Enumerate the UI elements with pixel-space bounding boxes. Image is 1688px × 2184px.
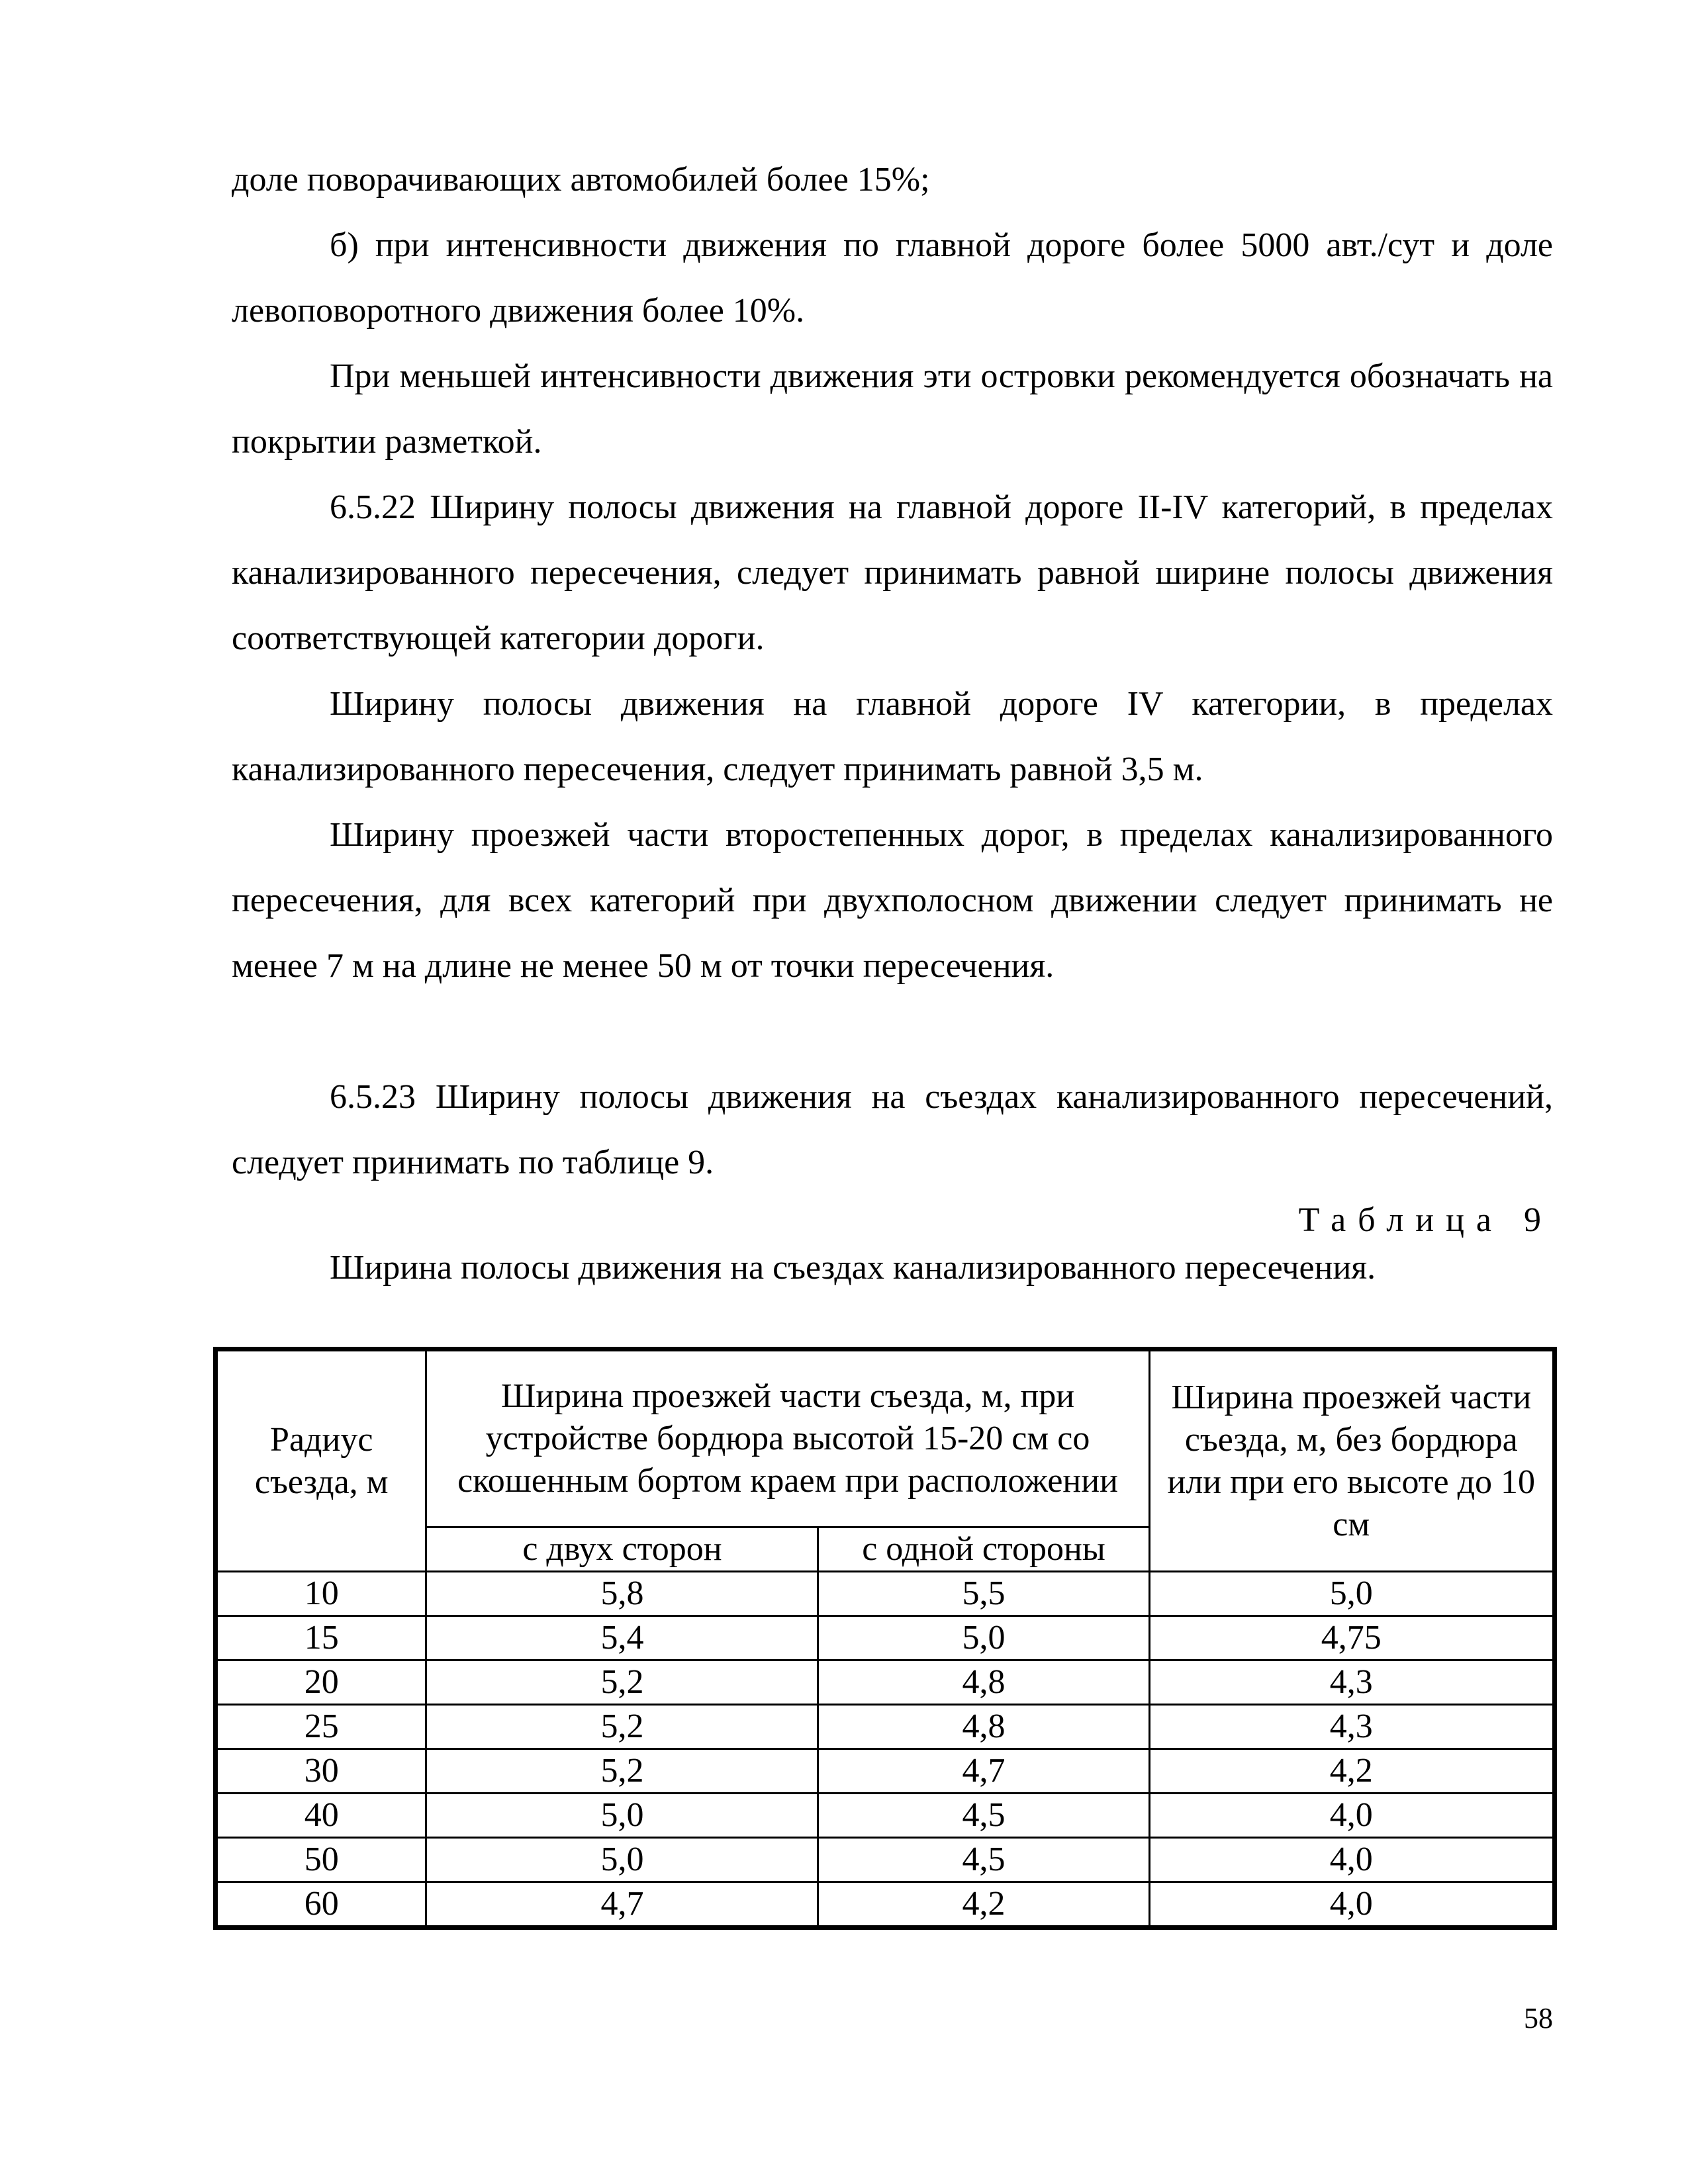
cell-no-curb: 5,0 [1149,1572,1554,1616]
paragraph-category-iv: Ширину полосы движения на главной дороге IV категории, в пределах канализированного пересечения, следует принимать равной 3,5 м. [232,685,1553,788]
cell-no-curb: 4,3 [1149,1661,1554,1705]
header-one-side: с одной стороны [818,1527,1149,1572]
cell-no-curb: 4,75 [1149,1616,1554,1661]
paragraph-6-5-23: 6.5.23 Ширину полосы движения на съездах канализированного пересечений, следует принимать по таблице 9. [232,1078,1553,1181]
header-two-sides: с двух сторон [426,1527,818,1572]
paragraph-continuation: доле поворачивающих автомобилей более 15%; [232,161,930,199]
cell-one-side: 4,2 [818,1882,1149,1928]
cell-two-sides: 5,2 [426,1705,818,1749]
table-row [216,1616,1555,1661]
cell-radius: 10 [216,1572,426,1616]
cell-radius: 50 [216,1838,426,1882]
header-curb-group: Ширина проезжей части съезда, м, при устройстве бордюра высотой 15-20 см со скошенным бортом краем при расположении [426,1349,1149,1527]
cell-one-side: 4,8 [818,1661,1149,1705]
cell-one-side: 5,0 [818,1616,1149,1661]
cell-no-curb: 4,0 [1149,1838,1554,1882]
table-row [216,1749,1555,1794]
paragraph-item-b: б) при интенсивности движения по главной дороге более 5000 авт./сут и доле левоповоротного движения более 10%. [232,226,1553,330]
paragraph-markings: При меньшей интенсивности движения эти островки рекомендуется обозначать на покрытии разметкой. [232,357,1553,461]
cell-two-sides: 5,2 [426,1749,818,1794]
paragraph-secondary-roads: Ширину проезжей части второстепенных дорог, в пределах канализированного пересечения, для всех категорий при двухполосном движении следует принимать не менее 7 м на длине не менее 50 м от точки пересечения. [232,816,1553,985]
table-row [216,1882,1555,1928]
cell-two-sides: 5,2 [426,1661,818,1705]
cell-two-sides: 5,0 [426,1838,818,1882]
cell-two-sides: 5,8 [426,1572,818,1616]
table-label: Таблица 9 [1298,1201,1553,1239]
table-row [216,1572,1555,1616]
table-row [216,1794,1555,1838]
cell-no-curb: 4,3 [1149,1705,1554,1749]
header-no-curb: Ширина проезжей части съезда, м, без бордюра или при его высоте до 10 см [1149,1349,1554,1572]
page-number: 58 [1524,2002,1553,2034]
cell-two-sides: 5,0 [426,1794,818,1838]
cell-radius: 60 [216,1882,426,1928]
cell-radius: 40 [216,1794,426,1838]
cell-radius: 30 [216,1749,426,1794]
cell-two-sides: 5,4 [426,1616,818,1661]
cell-one-side: 4,5 [818,1838,1149,1882]
table-row [216,1705,1555,1749]
cell-one-side: 4,5 [818,1794,1149,1838]
cell-no-curb: 4,2 [1149,1749,1554,1794]
cell-radius: 15 [216,1616,426,1661]
cell-no-curb: 4,0 [1149,1882,1554,1928]
paragraph-6-5-22: 6.5.22 Ширину полосы движения на главной дороге II-IV категорий, в пределах канализированного пересечения, следует принимать равной ширине полосы движения соответствующей категории дороги. [232,488,1553,657]
cell-one-side: 4,8 [818,1705,1149,1749]
cell-one-side: 4,7 [818,1749,1149,1794]
cell-radius: 20 [216,1661,426,1705]
table-header-row [216,1349,1555,1527]
cell-one-side: 5,5 [818,1572,1149,1616]
cell-two-sides: 4,7 [426,1882,818,1928]
cell-radius: 25 [216,1705,426,1749]
table-row [216,1661,1555,1705]
lane-width-table [213,1347,1557,1930]
table-title: Ширина полосы движения на съездах канализированного пересечения. [330,1249,1376,1287]
header-radius: Радиус съезда, м [216,1349,426,1572]
table-row [216,1838,1555,1882]
cell-no-curb: 4,0 [1149,1794,1554,1838]
